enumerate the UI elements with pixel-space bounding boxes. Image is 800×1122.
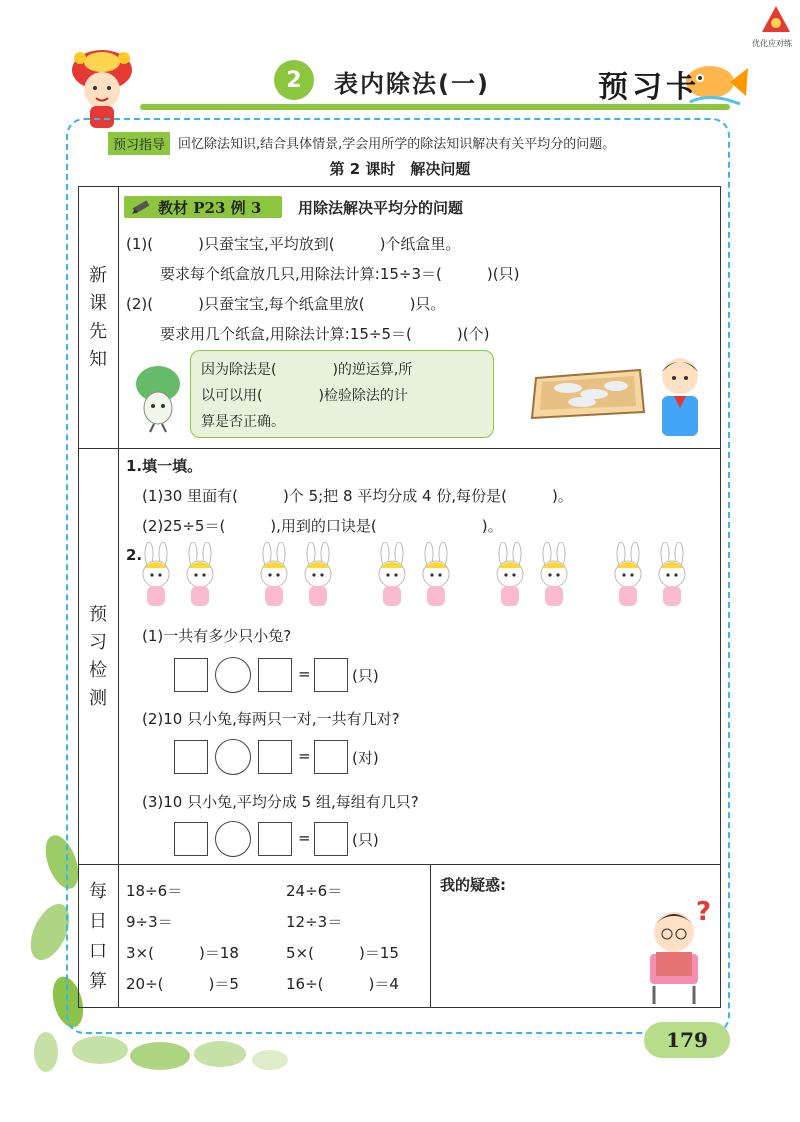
side-column-divider: [118, 186, 119, 1008]
bubble-line-3: 算是否正确。: [201, 414, 285, 430]
answer-box[interactable]: [174, 822, 208, 856]
boy-reading-illustration: [636, 894, 720, 1006]
side-char: 口: [89, 941, 107, 962]
rabbit-icon: [261, 542, 287, 606]
example-title: 用除法解决平均分的问题: [298, 199, 464, 217]
side-char: 检: [89, 660, 107, 681]
unit-label: (对): [352, 749, 379, 767]
operator-circle[interactable]: [215, 657, 251, 693]
answer-box[interactable]: [314, 740, 348, 774]
calc-item: 16÷( )＝4: [286, 975, 399, 993]
answer-box[interactable]: [314, 658, 348, 692]
section-label-preview-check: [78, 450, 118, 864]
calc-item: 9÷3＝: [126, 913, 173, 931]
rabbit-icon: [615, 542, 641, 606]
chapter-title: 表内除法(一): [334, 70, 490, 98]
answer-box[interactable]: [314, 822, 348, 856]
silkworm-box-illustration: [528, 358, 648, 424]
page-number: 179: [644, 1022, 730, 1058]
side-char: 算: [89, 971, 107, 992]
side-char: 日: [89, 911, 107, 932]
equals-sign: =: [298, 665, 311, 683]
side-char: 课: [89, 293, 107, 314]
example-reference: 教材 P23 例 3: [158, 199, 262, 217]
boy-thinking-illustration: [652, 354, 708, 440]
rabbit-icon: [305, 542, 331, 606]
question-1-part-1: (1)30 里面有( )个 5;把 8 平均分成 4 份,每份是( )。: [142, 487, 573, 505]
calc-item: 5×( )＝15: [286, 944, 399, 962]
answer-box[interactable]: [174, 658, 208, 692]
side-char: 习: [89, 632, 107, 653]
section-label-daily-calc: [78, 866, 118, 1008]
answer-box[interactable]: [258, 822, 292, 856]
unit-label: (只): [352, 831, 379, 849]
example-line-3: (2)( )只蚕宝宝,每个纸盒里放( )只。: [126, 295, 446, 313]
bubble-line-2: 以可以用( )检验除法的计: [201, 388, 408, 404]
row-divider: [78, 864, 721, 865]
calc-item: 20÷( )＝5: [126, 975, 239, 993]
speech-bubble: [190, 350, 494, 438]
row-divider: [78, 448, 721, 449]
question-2-number: 2.: [126, 546, 143, 564]
guide-tag: 预习指导: [108, 132, 170, 155]
example-line-1: (1)( )只蚕宝宝,平均放到( )个纸盒里。: [126, 235, 461, 253]
side-char: 知: [89, 349, 107, 370]
operator-circle[interactable]: [215, 821, 251, 857]
lesson-title: 第 2 课时 解决问题: [329, 160, 471, 178]
logo-text: 优化应对练: [752, 39, 792, 48]
question-1-title: 1.填一填。: [126, 457, 203, 475]
example-line-4: 要求用几个纸盒,用除法计算:15÷5＝( )(个): [160, 325, 490, 343]
calc-item: 18÷6＝: [126, 882, 183, 900]
question-2-part-3: (3)10 只小兔,平均分成 5 组,每组有几只?: [142, 793, 419, 811]
section-label-new-lesson: [78, 188, 118, 448]
side-char: 测: [89, 688, 107, 709]
question-1-part-2: (2)25÷5＝( ),用到的口诀是( )。: [142, 517, 503, 535]
rabbit-icon: [143, 542, 169, 606]
bubble-line-1: 因为除法是( )的逆运算,所: [201, 362, 413, 378]
rabbit-icon: [497, 542, 523, 606]
rabbit-pairs-illustration: [136, 542, 706, 614]
equals-sign: =: [298, 829, 311, 847]
calc-item: 3×( )＝18: [126, 944, 239, 962]
rabbit-icon: [423, 542, 449, 606]
card-title: 预习卡: [598, 70, 700, 105]
answer-box[interactable]: [258, 658, 292, 692]
vegetable-character-illustration: [130, 362, 186, 434]
side-char: 先: [89, 321, 107, 342]
side-char: 每: [89, 881, 107, 902]
rabbit-icon: [659, 542, 685, 606]
answer-box[interactable]: [174, 740, 208, 774]
column-divider: [430, 864, 431, 1008]
calc-item: 12÷3＝: [286, 913, 343, 931]
unit-label: (只): [352, 667, 379, 685]
side-char: 新: [89, 265, 107, 286]
chapter-number: 2: [274, 60, 314, 100]
answer-box[interactable]: [258, 740, 292, 774]
example-line-2: 要求每个纸盒放几只,用除法计算:15÷3＝( )(只): [160, 265, 520, 283]
side-char: 预: [89, 604, 107, 625]
rabbit-icon: [379, 542, 405, 606]
pencil-icon: [130, 198, 152, 216]
rabbit-icon: [187, 542, 213, 606]
equals-sign: =: [298, 747, 311, 765]
svg-text:?: ?: [696, 897, 712, 927]
question-2-part-2: (2)10 只小兔,每两只一对,一共有几对?: [142, 710, 400, 728]
operator-circle[interactable]: [215, 739, 251, 775]
doubt-label: 我的疑惑:: [440, 876, 506, 894]
rabbits-svg: [136, 542, 706, 614]
rabbit-icon: [541, 542, 567, 606]
guide-text: 回忆除法知识,结合具体情景,学会用所学的除法知识解决有关平均分的问题。: [178, 137, 616, 152]
question-2-part-1: (1)一共有多少只小兔?: [142, 627, 292, 645]
calc-item: 24÷6＝: [286, 882, 343, 900]
logo-icon: [760, 4, 792, 34]
